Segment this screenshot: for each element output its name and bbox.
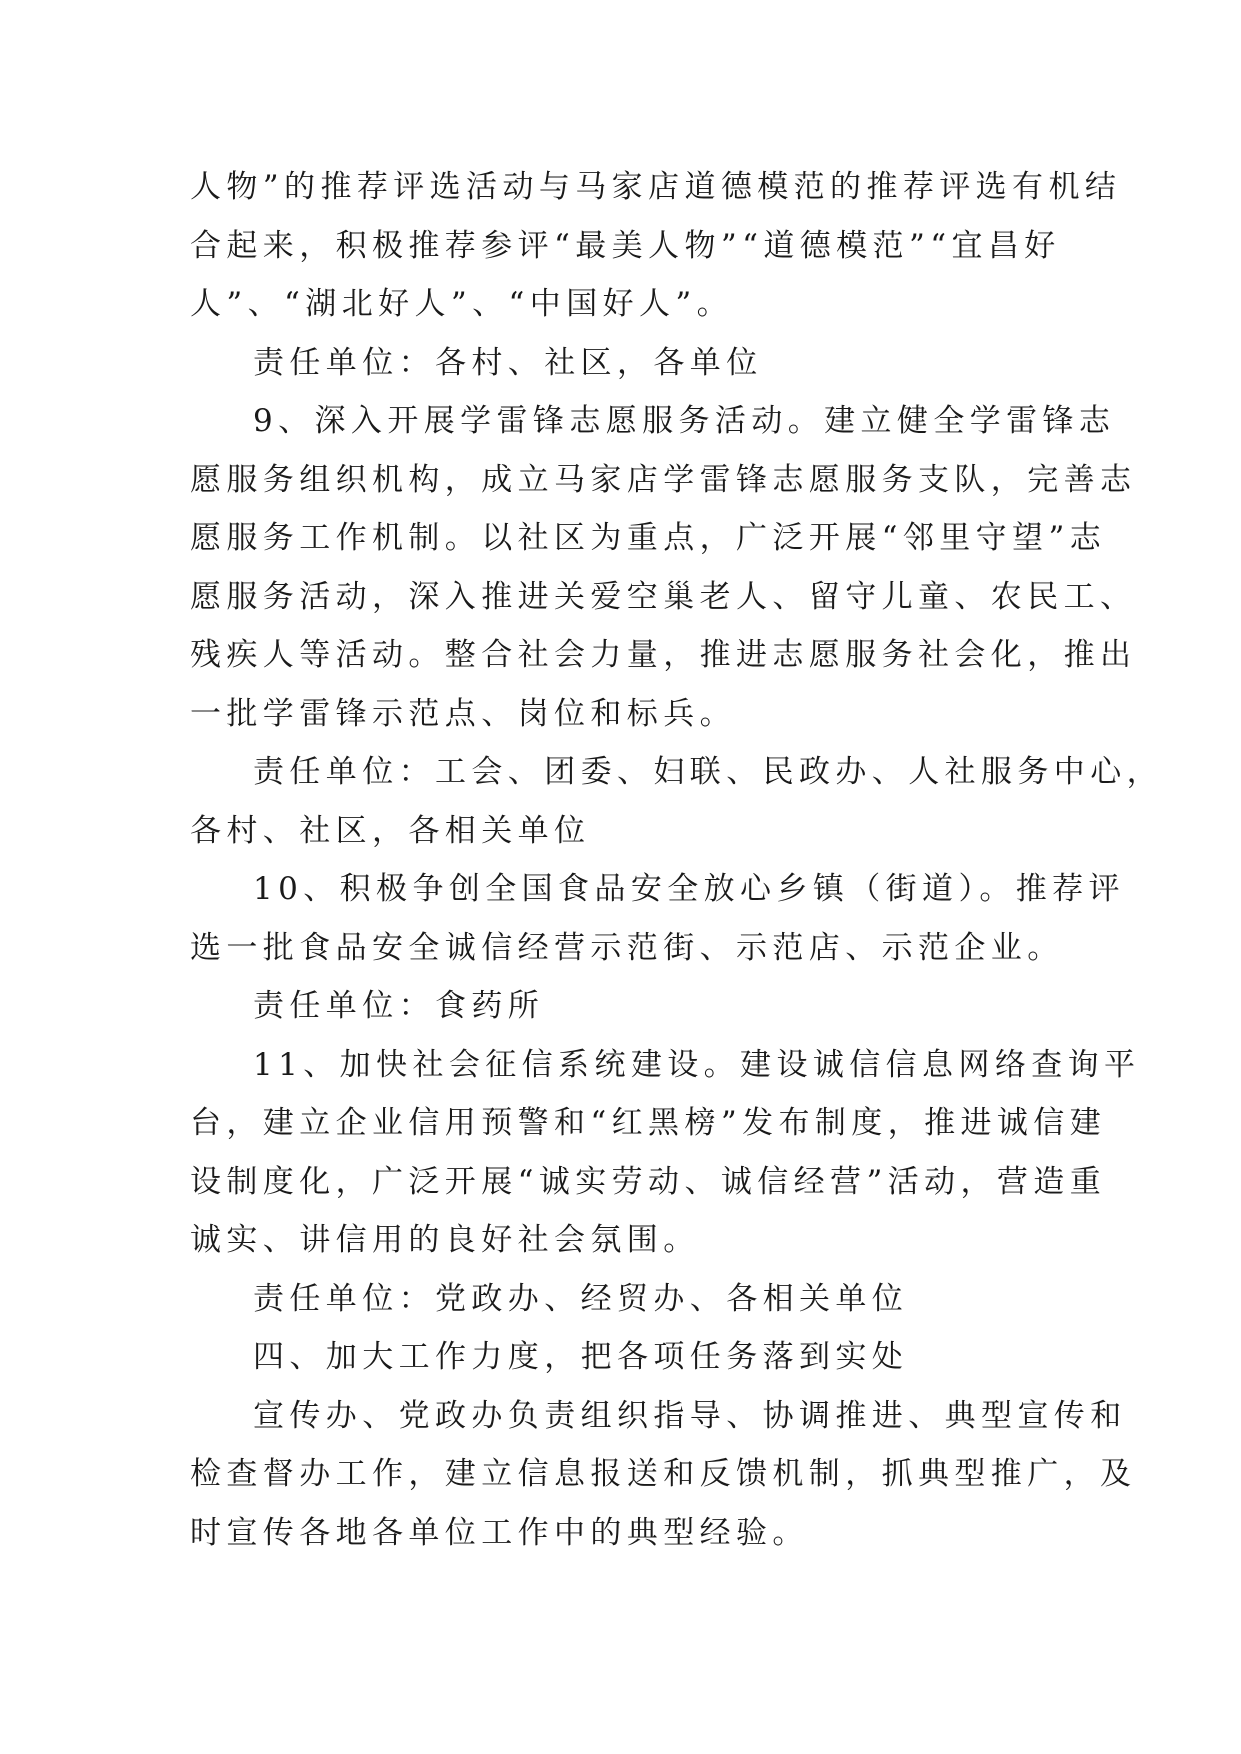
responsible-unit-line: 责任单位：各村、社区，各单位 [253, 344, 763, 381]
text-line: 愿服务组织机构，成立马家店学雷锋志愿服务支队，完善志 [190, 461, 1137, 498]
item-9-heading-line: 9、深入开展学雷锋志愿服务活动。建立健全学雷锋志 [253, 403, 1116, 439]
text-line: 人物”的推荐评选活动与马家店道德模范的推荐评选有机结 [190, 169, 1122, 205]
text-line: 宣传办、党政办负责组织指导、协调推进、典型宣传和 [253, 1397, 1127, 1434]
text-line: 愿服务工作机制。以社区为重点，广泛开展“邻里守望”志 [190, 520, 1107, 556]
text-line: 一批学雷锋示范点、岗位和标兵。 [190, 695, 736, 732]
item-11-heading-line: 11、加快社会征信系统建设。建设诚信信息网络查询平 [253, 1046, 1141, 1083]
text-line: 选一批食品安全诚信经营示范街、示范店、示范企业。 [190, 929, 1064, 966]
text-line: 合起来，积极推荐参评“最美人物”“道德模范”“宜昌好 [190, 227, 1061, 264]
text-line: 诚实、讲信用的良好社会氛围。 [190, 1222, 700, 1258]
item-10-heading-line: 10、积极争创全国食品安全放心乡镇（街道）。推荐评 [253, 871, 1125, 907]
responsible-unit-line: 责任单位：工会、团委、妇联、民政办、人社服务中心， [253, 754, 1163, 790]
text-line: 各村、社区，各相关单位 [190, 812, 591, 849]
text-line: 时宣传各地各单位工作中的典型经验。 [190, 1514, 809, 1551]
text-line: 残疾人等活动。整合社会力量，推进志愿服务社会化，推出 [190, 637, 1137, 673]
text-line: 检查督办工作，建立信息报送和反馈机制，抓典型推广，及 [190, 1456, 1137, 1492]
responsible-unit-line: 责任单位：食药所 [253, 988, 545, 1024]
section-four-heading: 四、加大工作力度，把各项任务落到实处 [253, 1339, 909, 1375]
responsible-unit-line: 责任单位：党政办、经贸办、各相关单位 [253, 1280, 909, 1317]
text-line: 台，建立企业信用预警和“红黑榜”发布制度，推进诚信建 [190, 1105, 1107, 1141]
text-line: 设制度化，广泛开展“诚实劳动、诚信经营”活动，营造重 [190, 1163, 1107, 1200]
text-line: 人”、“湖北好人”、“中国好人”。 [190, 286, 734, 322]
document-body [190, 158, 1163, 1562]
text-line: 愿服务活动，深入推进关爱空巢老人、留守儿童、农民工、 [190, 578, 1137, 615]
